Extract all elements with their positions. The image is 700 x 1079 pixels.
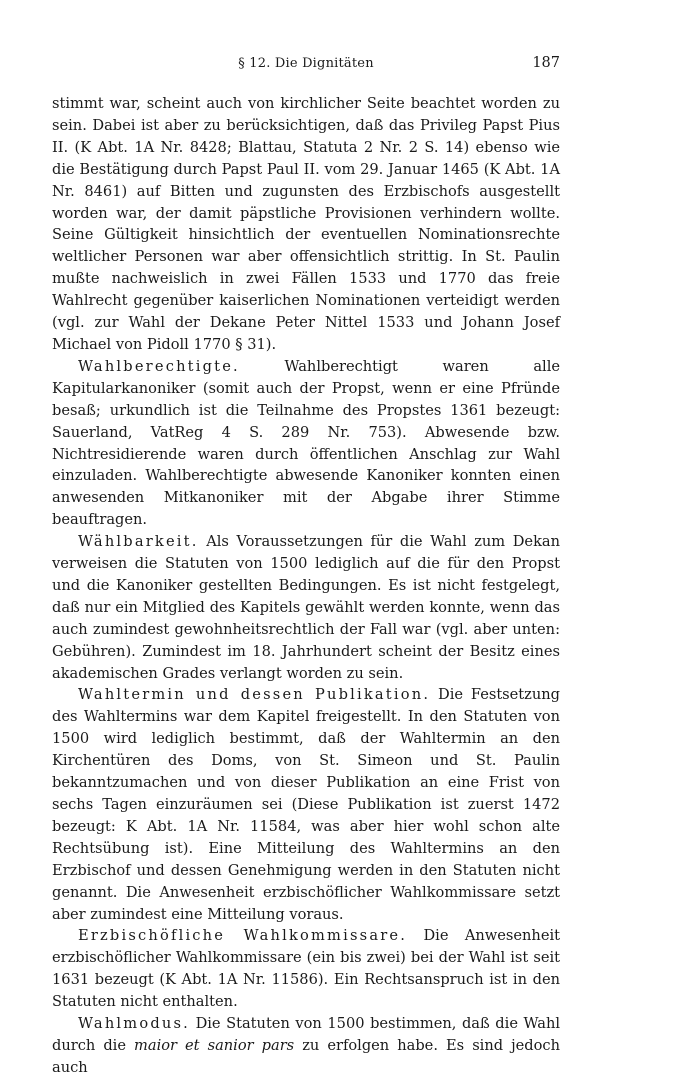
paragraph-text: zu erfolgen habe. Es sind jedoch auch <box>52 1036 560 1076</box>
paragraph-continuation <box>52 93 560 356</box>
section-heading: Wahlberechtigte. <box>78 357 240 375</box>
section-heading: Wahlmodus. <box>78 1015 190 1033</box>
section-heading: Wahltermin und dessen Publikation. <box>78 686 431 704</box>
page-number: 187 <box>532 55 560 71</box>
paragraph-text: stimmt war, scheint auch von kirchlicher Seite beachtet worden zu sein. Dabei ist aber zu berücksichtigen, daß das Privileg Papst Pius II. (K Abt. 1A Nr. 8428; Blattau, Statuta 2 Nr. 2 S. 14) ebenso wie die Bestätigung durch Papst Paul II. vom 29. Januar 1465 (K Abt. 1A Nr. 8461) auf Bitten und zugunsten des Erzbischofs ausgestellt worden war, der damit päpstliche Provisionen verhindern wollte. Seine Gültigkeit hinsichtlich der eventuellen Nominationsrechte weltlicher Personen war aber offensichtlich strittig. In St. Paulin mußte nachweislich in zwei Fällen 1533 und 1770 das freie Wahlrecht gegenüber kaiserlichen Nominationen verteidigt werden (vgl. zur Wahl der Dekane Peter Nittel 1533 und Johann Josef Michael von Pidoll 1770 § 31). <box>52 95 560 353</box>
running-title: § 12. Die Dignitäten <box>238 56 374 71</box>
paragraph-wahlmodus <box>52 1013 560 1079</box>
paragraph-waehlbarkeit <box>52 531 560 684</box>
paragraph-wahlberechtigte <box>52 356 560 531</box>
running-header <box>52 56 560 76</box>
paragraph-text: Die Anwesenheit erzbischöflicher Wahlkommissare (ein bis zwei) bei der Wahl ist seit 1631 bezeugt (K Abt. 1A Nr. 11586). Ein Rechtsanspruch ist in den Statuten nicht enthalten. <box>52 927 560 1011</box>
latin-phrase: maior et sanior pars <box>134 1036 295 1054</box>
paragraph-text: Wahlberechtigt waren alle Kapitularkanoniker (somit auch der Propst, wenn er eine Pfründe besaß; urkundlich ist die Teilnahme des Propstes 1361 bezeugt: Sauerland, VatReg 4 S. 289 Nr. 753). Abwesende bzw. Nichtresidierende waren durch öffentlichen Anschlag zur Wahl einzuladen. Wahlberechtigte abwesende Kanoniker konnten einen anwesenden Mitkanoniker mit der Abgabe ihrer Stimme beauftragen. <box>52 357 560 529</box>
paragraph-wahlkommissare <box>52 925 560 1013</box>
section-heading: Wählbarkeit. <box>78 533 199 551</box>
paragraph-text: Die Statuten von 1500 bestimmen, daß die Wahl durch die <box>52 1015 561 1054</box>
paragraph-text: Als Voraussetzungen für die Wahl zum Dekan verweisen die Statuten von 1500 lediglich auf die für den Propst und die Kanoniker gestellten Bedingungen. Es ist nicht festgelegt, daß nur ein Mitglied des Kapitels gewählt werden konnte, wenn das auch zumindest gewohnheitsrechtlich der Fall war (vgl. aber unten: Gebühren). Zumindest im 18. Jahrhundert scheint der Besitz eines akademischen Grades verlangt worden zu sein. <box>52 533 561 682</box>
section-heading: Erzbischöfliche Wahlkommissare. <box>78 927 408 945</box>
paragraph-wahltermin <box>52 684 560 925</box>
paragraph-text: Die Festsetzung des Wahltermins war dem Kapitel freigestellt. In den Statuten von 1500 wird lediglich bestimmt, daß der Wahltermin an den Kirchentüren des Doms, von St. Simeon und St. Paulin bekanntzumachen und von dieser Publikation an eine Frist von sechs Tagen einzuräumen sei (Diese Publikation ist zuerst 1472 bezeugt: K Abt. 1A Nr. 11584, was aber hier wohl schon alte Rechtsübung ist). Eine Mitteilung des Wahltermins an den Erzbischof und dessen Genehmigung werden in den Statuten nicht genannt. Die Anwesenheit erzbischöflicher Wahlkommissare setzt aber zumindest eine Mitteilung voraus. <box>52 686 561 923</box>
body-text <box>52 93 560 1079</box>
